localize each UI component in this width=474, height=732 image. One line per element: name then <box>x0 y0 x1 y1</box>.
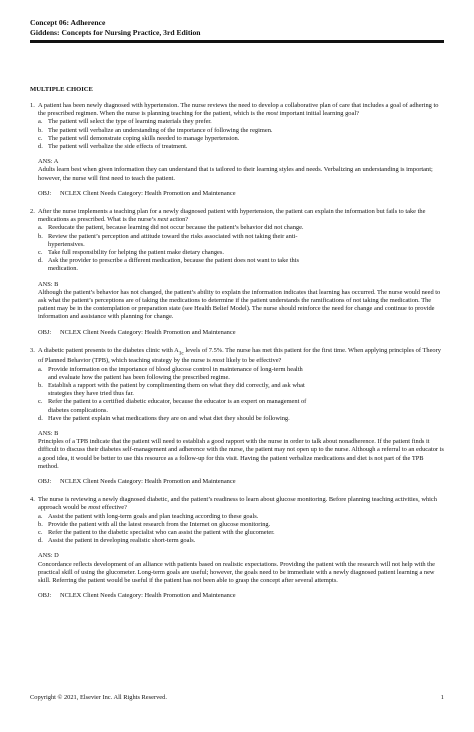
option-d: d. The patient will verbalize the side effects of treatment. <box>38 143 188 151</box>
question-2 <box>30 208 444 337</box>
rationale: Adults learn best when given information they can understand that is tailored to their learning styles and needs. Verbalizing an understanding is important; however, the nurse will first need to teach the patient. <box>38 166 433 182</box>
answer-options <box>38 224 444 273</box>
rationale: Concordance reflects development of an alliance with patients based on realistic expectations. Providing the patient with the research will not help with the practical skill of using the glucometer. Long-term goals are useful; however, the goals need to be immediate with a newly diagnosed patient learning a new skill. Referring the patient would be useful if the patient has not been able to grasp the concept after several attempts. <box>38 560 435 585</box>
option-b: b. The patient will verbalize an understanding of the importance of following the regimen. <box>38 126 273 134</box>
answer-key: ANS: B <box>38 429 59 437</box>
question-stem: 2. After the nurse implements a teaching plan for a newly diagnosed patient with hypertension, the patient can explain the information but fails to take the medications as prescribed. What is the nurse’s next action? <box>30 208 426 224</box>
question-number: 3. <box>30 346 35 354</box>
option-c: c. Refer the patient to the diabetic specialist who can assist the patient with the glucometer. <box>38 529 275 537</box>
question-number: 1. <box>30 102 35 109</box>
rationale: Although the patient’s behavior has not changed, the patient’s ability to explain the information indicates that learning has occurred. The nurse would need to ask what the patient’s perceptions are of taking the medications to determine if the patient understands the ramifications of not taking the medication. The patient may be in the contemplation or preparation state (see Health Belief Model). The nurse should reinforce the need for change and continue to provide information and assistance with planning for change. <box>38 288 441 321</box>
document-title: Concept 06: Adherence <box>30 18 106 27</box>
option-c: c. Refer the patient to a certified diabetic educator, because the educator is an expert on management of diabetes complications. <box>38 398 307 414</box>
question-3 <box>30 347 444 486</box>
option-a: a. Provide information on the importance of blood glucose control in maintenance of long-term health and evaluate how the patient has been following the prescribed regime. <box>38 365 303 381</box>
answer-options <box>38 366 444 423</box>
question-stem: 4. The nurse is reviewing a newly diagnosed diabetic, and the patient’s readiness to learn about glucose monitoring. Before planning teaching activities, which approach would be most effective? <box>30 496 437 512</box>
option-d: d. Have the patient explain what medications they are on and what diet they should be following. <box>38 414 290 422</box>
question-1 <box>30 102 444 198</box>
page-number: 1 <box>440 694 444 701</box>
option-d: d. Assist the patient in developing realistic short-term goals. <box>38 537 196 545</box>
section-heading: MULTIPLE CHOICE <box>30 86 93 93</box>
answer-options <box>38 118 444 151</box>
option-d: d. Ask the provider to prescribe a different medication, because the patient does not want to take this medication. <box>38 257 299 273</box>
copyright-notice: Copyright © 2021, Elsevier Inc. All Rights Reserved. <box>30 694 167 701</box>
question-4 <box>30 496 444 600</box>
question-number: 4. <box>30 496 35 504</box>
objective: OBJ: NCLEX Client Needs Category: Health Promotion and Maintenance <box>38 189 236 197</box>
option-c: c. Take full responsibility for helping the patient make dietary changes. <box>38 249 224 257</box>
question-stem: 1. A patient has been newly diagnosed with hypertension. The nurse reviews the need to develop a collaborative plan of care that includes a goal of adhering to the prescribed regimen. When the nurse is planning teaching for the patient, which is the most important initial learning goal? <box>30 102 439 118</box>
header-rule <box>30 40 444 43</box>
document-header <box>30 18 201 38</box>
rationale: Principles of a TPB indicate that the patient will need to establish a good rapport with the nurse in order to talk about nonadherence. If the patient finds it difficult to discuss their diabetes self-management and adherence with the nurse, the patient may not open up to the nurse. Although a referral to an educator is a good idea, it would be better to use this resource as a follow-up for this visit. Having the patient verbalize medications and diet is not part of the TPB method. <box>38 438 444 470</box>
objective: OBJ: NCLEX Client Needs Category: Health Promotion and Maintenance <box>38 592 236 600</box>
option-b: b. Establish a rapport with the patient by complimenting them on what they did correctly, and ask what strategies they have tried thus far. <box>38 381 305 398</box>
page-footer <box>30 694 444 701</box>
question-stem: 3. A diabetic patient presents to the diabetes clinic with $A_{1c}$ levels of 7.5%. The nurse has met this patient for the first time. When applying principles of Theory of Planned Behavior (TPB), which teaching strategy by the nurse is most likely to be effective? <box>30 346 441 365</box>
objective: OBJ: NCLEX Client Needs Category: Health Promotion and Maintenance <box>38 328 236 336</box>
objective: OBJ: NCLEX Client Needs Category: Health Promotion and Maintenance <box>38 478 236 485</box>
option-b: b. Provide the patient with all the latest research from the Internet on glucose monitoring. <box>38 520 271 528</box>
document-subtitle: Giddens: Concepts for Nursing Practice, 3rd Edition <box>30 28 201 37</box>
option-a: a. Assist the patient with long-term goals and plan teaching according to these goals. <box>38 512 259 520</box>
answer-key: ANS: B <box>38 280 59 288</box>
answer-key: ANS: A <box>38 158 59 166</box>
option-b: b. Review the patient’s perception and attitude toward the risks associated with not taking their anti-hypertensives. <box>38 232 298 248</box>
question-list <box>30 102 444 610</box>
answer-options <box>38 513 444 546</box>
answer-key: ANS: D <box>38 552 59 560</box>
option-a: a. Reeducate the patient, because learning did not occur because the patient’s behavior did not change. <box>38 224 304 232</box>
option-c: c. The patient will demonstrate coping skills needed to manage hypertension. <box>38 134 240 142</box>
option-a: a. The patient will select the type of learning materials they prefer. <box>38 118 212 126</box>
question-number: 2. <box>30 208 35 216</box>
